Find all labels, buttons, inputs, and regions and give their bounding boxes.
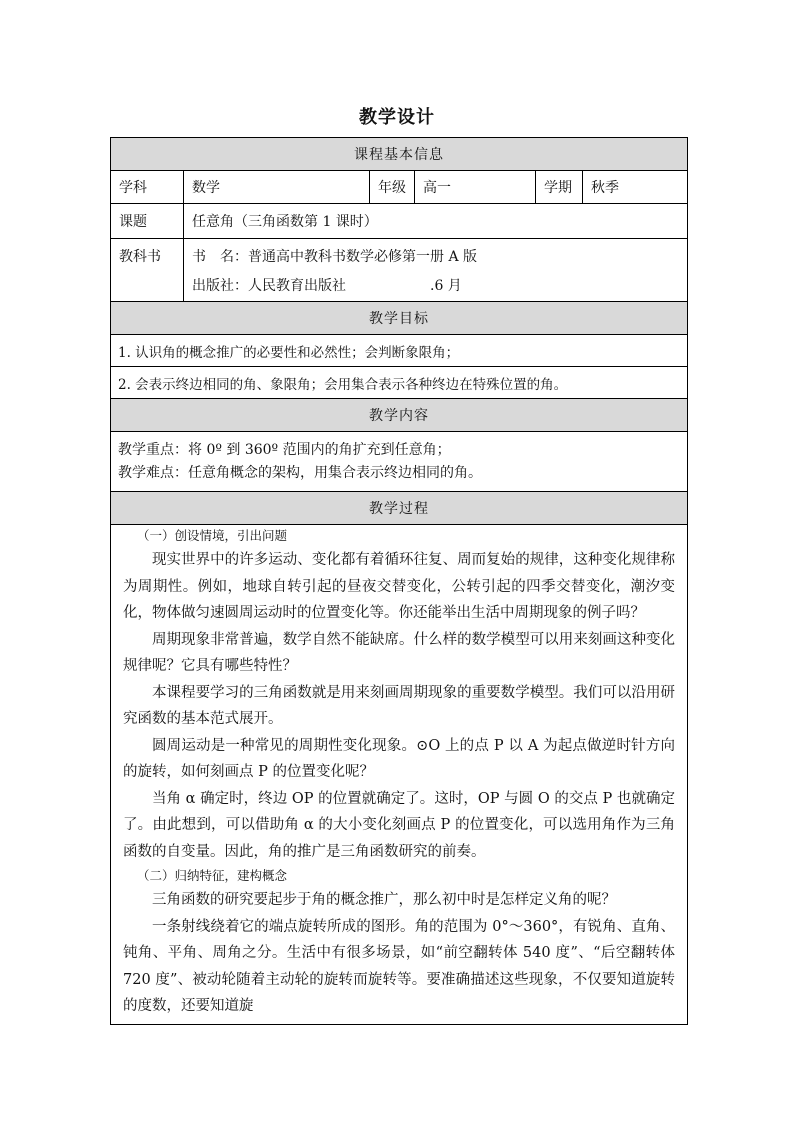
paragraph: 一条射线绕着它的端点旋转所成的图形。角的范围为 0°～360°，有锐角、直角、钝角、平角、周角之分。生活中有很多场景，如“前空翻转体 540 度”、“后空翻转体 720 度”、被动轮随着主动轮的旋转而旋转等。要准确描述这些现象，不仅要知道旋转的度数，还要知道旋 <box>123 918 675 1014</box>
term-label: 学期 <box>535 171 582 203</box>
paragraph: 圆周运动是一种常见的周期性变化现象。⊙O 上的点 P 以 A 为起点做逆时针方向的旋转，如何刻画点 P 的位置变化呢？ <box>123 737 675 780</box>
subject-grade-term-row <box>111 171 687 204</box>
topic-row <box>111 204 687 239</box>
term-value: 秋季 <box>582 171 687 203</box>
textbook-publisher: 出版社：人民教育出版社 <box>192 277 346 294</box>
section-1-title: （一）创设情境，引出问题 <box>137 528 288 543</box>
textbook-label: 教科书 <box>119 249 161 265</box>
key-point: 教学重点：将 0º 到 360º 范围内的角扩充到任意角； <box>118 442 451 458</box>
goal-item: 2. 会表示终边相同的角、象限角；会用集合表示各种终边在特殊位置的角。 <box>118 376 568 393</box>
paragraph: 现实世界中的许多运动、变化都有着循环往复、周而复始的规律，这种变化规律称为周期性。例如，地球自转引起的昼夜交替变化，公转引起的四季交替变化，潮汐变化，物体做匀速圆周运动时的位置变化等。你还能举出生活中周期现象的例子吗？ <box>123 552 675 621</box>
goals-header: 教学目标 <box>111 302 687 335</box>
process-header: 教学过程 <box>111 492 687 525</box>
section-2-title: （二）归纳特征，建构概念 <box>137 868 288 883</box>
basic-info-header: 课程基本信息 <box>111 138 687 171</box>
textbook-name: 书 名：普通高中教科书数学必修第一册 A 版 <box>192 248 478 265</box>
topic-value: 任意角（三角函数第 1 课时） <box>183 204 687 238</box>
paragraph: 本课程要学习的三角函数就是用来刻画周期现象的重要数学模型。我们可以沿用研究函数的基本范式展开。 <box>123 684 675 727</box>
content-block <box>111 432 687 492</box>
grade-value: 高一 <box>414 171 535 203</box>
textbook-date: .6 月 <box>430 277 462 294</box>
subject-value: 数学 <box>183 171 369 203</box>
difficulty-point: 教学难点：任意角概念的架构，用集合表示终边相同的角。 <box>118 465 482 481</box>
document-title: 教学设计 <box>359 107 435 128</box>
paragraph: 周期现象非常普遍，数学自然不能缺席。什么样的数学模型可以用来刻画这种变化规律呢？它具有哪些特性？ <box>123 631 675 674</box>
textbook-row <box>111 239 687 302</box>
subject-label: 学科 <box>119 180 147 196</box>
goal-row-1 <box>111 335 687 367</box>
topic-label: 课题 <box>119 214 147 230</box>
textbook-publisher-line <box>192 275 462 295</box>
content-header: 教学内容 <box>111 399 687 432</box>
goal-row-2 <box>111 367 687 399</box>
grade-label: 年级 <box>369 171 414 203</box>
textbook-details <box>183 239 687 301</box>
process-body <box>111 525 687 1024</box>
lesson-plan-table <box>110 137 688 1025</box>
paragraph: 当角 α 确定时，终边 OP 的位置就确定了。这时，OP 与圆 O 的交点 P 也就确定了。由此想到，可以借助角 α 的大小变化刻画点 P 的位置变化，可以选用角作为三角函数的自变量。因此，角的推广是三角函数研究的前奏。 <box>123 790 675 860</box>
goal-item: 1. 认识角的概念推广的必要性和必然性；会判断象限角； <box>118 344 460 361</box>
paragraph: 三角函数的研究要起步于角的概念推广，那么初中时是怎样定义角的呢？ <box>152 892 616 908</box>
